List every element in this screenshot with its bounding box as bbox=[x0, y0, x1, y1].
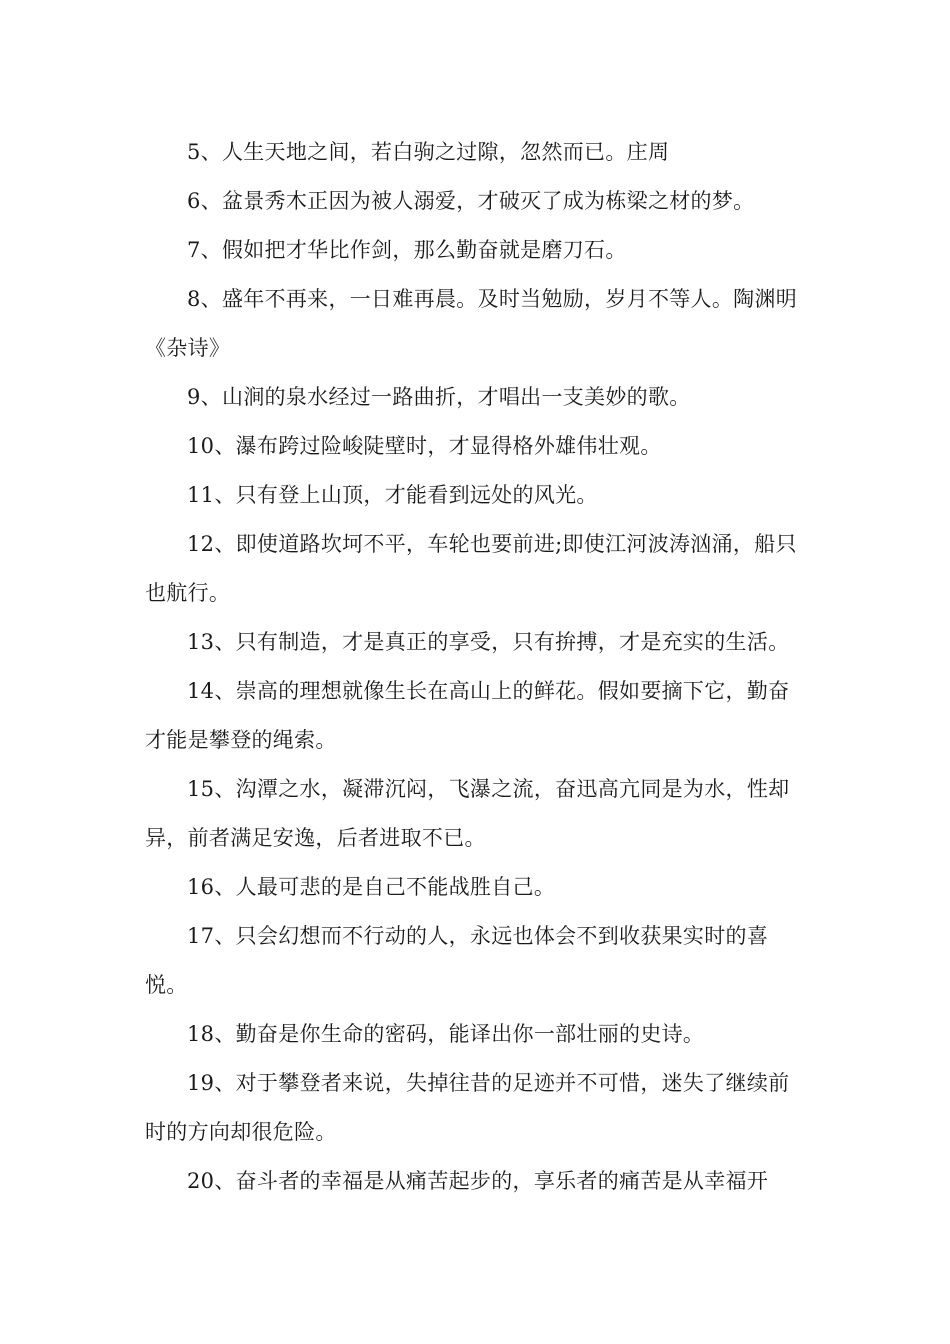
paragraph-17: 17、只会幻想而不行动的人，永远也体会不到收获果实时的喜悦。 bbox=[145, 924, 769, 997]
paragraph-6: 6、盆景秀木正因为被人溺爱，才破灭了成为栋梁之材的梦。 bbox=[187, 189, 755, 213]
paragraph-12: 12、即使道路坎坷不平，车轮也要前进;即使江河波涛汹涌，船只也航行。 bbox=[145, 532, 797, 605]
paragraph-5: 5、人生天地之间，若白驹之过隙，忽然而已。庄周 bbox=[187, 140, 670, 164]
paragraph-11: 11、只有登上山顶，才能看到远处的风光。 bbox=[187, 483, 598, 507]
paragraph-10: 10、瀑布跨过险峻陡壁时，才显得格外雄伟壮观。 bbox=[187, 434, 662, 458]
paragraph-16: 16、人最可悲的是自己不能战胜自己。 bbox=[187, 875, 556, 899]
document-body bbox=[145, 128, 810, 1206]
paragraph-19: 19、对于攀登者来说，失掉往昔的足迹并不可惜，迷失了继续前时的方向却很危险。 bbox=[145, 1071, 790, 1144]
paragraph-13: 13、只有制造，才是真正的享受，只有拚搏，才是充实的生活。 bbox=[187, 630, 790, 654]
paragraph-18: 18、勤奋是你生命的密码，能译出你一部壮丽的史诗。 bbox=[187, 1022, 705, 1046]
paragraph-7: 7、假如把才华比作剑，那么勤奋就是磨刀石。 bbox=[187, 238, 627, 262]
paragraph-14: 14、崇高的理想就像生长在高山上的鲜花。假如要摘下它，勤奋才能是攀登的绳索。 bbox=[145, 679, 790, 752]
paragraph-20: 20、奋斗者的幸福是从痛苦起步的，享乐者的痛苦是从幸福开 bbox=[187, 1169, 769, 1193]
paragraph-15: 15、沟潭之水，凝滞沉闷，飞瀑之流，奋迅高亢同是为水，性却异，前者满足安逸，后者进取不已。 bbox=[145, 777, 790, 850]
paragraph-9: 9、山涧的泉水经过一路曲折，才唱出一支美妙的歌。 bbox=[187, 385, 691, 409]
paragraph-8: 8、盛年不再来，一日难再晨。及时当勉励，岁月不等人。陶渊明《杂诗》 bbox=[145, 287, 798, 360]
